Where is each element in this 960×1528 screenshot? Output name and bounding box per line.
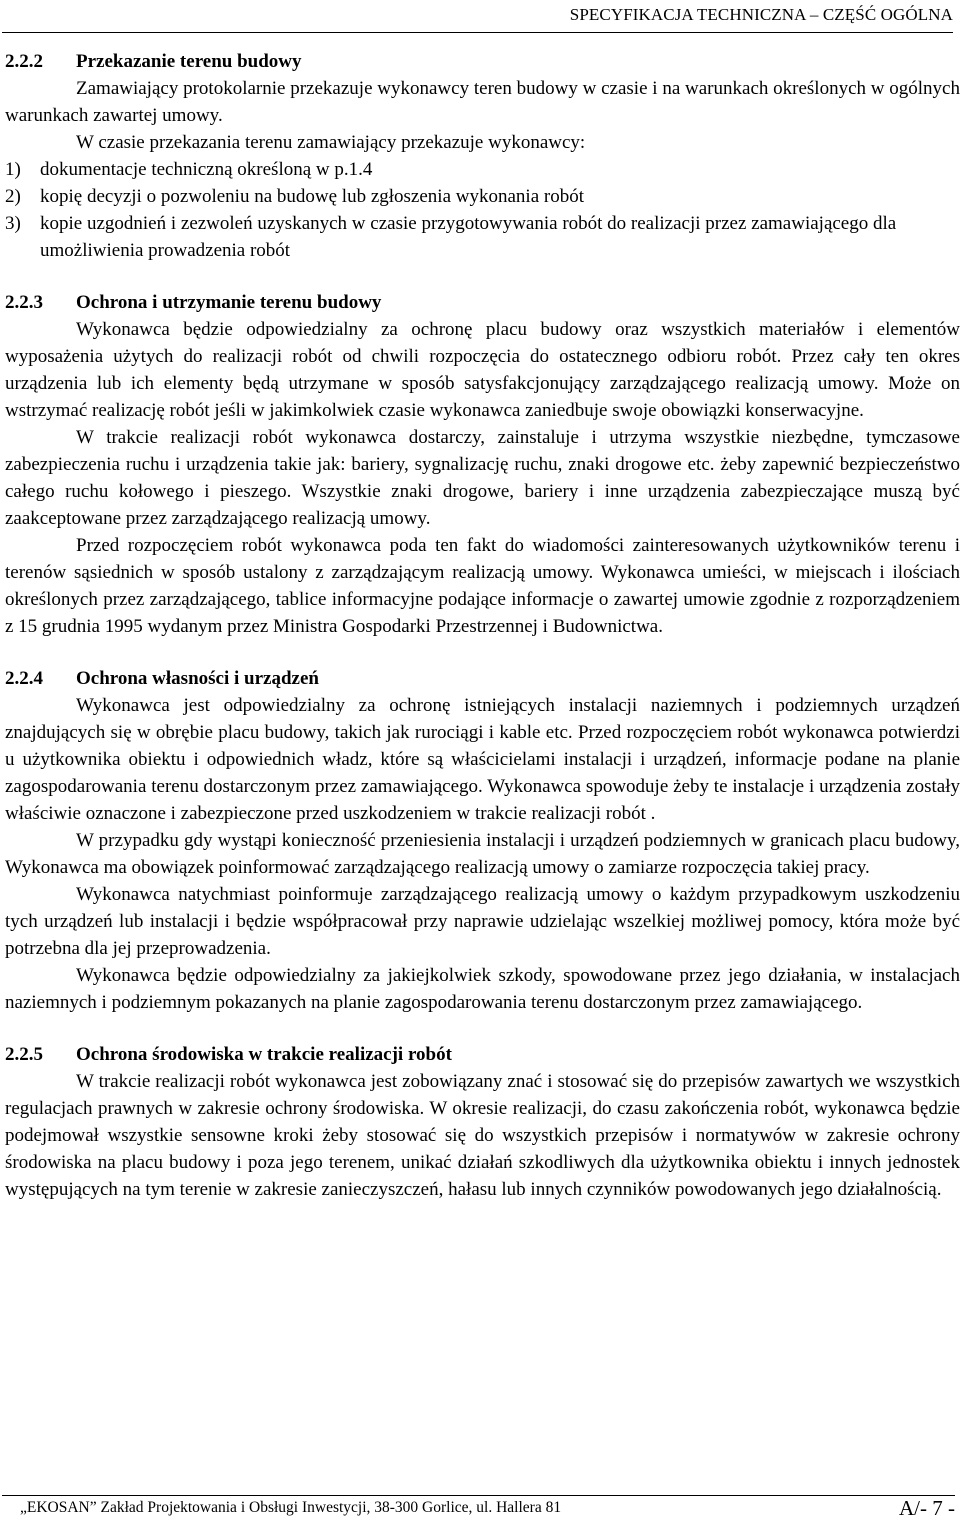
list-number: 2) — [5, 186, 21, 207]
list-number: 3) — [5, 213, 21, 234]
section-title: Ochrona własności i urządzeń — [76, 668, 319, 689]
numbered-list — [5, 156, 960, 264]
list-text: kopię decyzji o pozwoleniu na budowę lub zgłoszenia wykonania robót — [40, 186, 584, 207]
paragraph: Wykonawca jest odpowiedzialny za ochronę istniejących instalacji naziemnych i podziemnych urządzeń znajdujących się w obrębie placu budowy, takich jak rurociągi i kable etc. Przed rozpoczęciem robót wykonawca potwierdzi u użytkownika obiektu i odpowiednich władz, które są właścicielami instalacji i urządzeń, informacje podane na planie zagospodarowania terenu dostarczonym przez zamawiającego. Wykonawca spowoduje żeby te instalacje i urządzenia zostały właściwie oznaczone i zabezpieczone przed uszkodzeniem w trakcie realizacji robót . — [5, 695, 960, 824]
section-heading — [5, 665, 960, 692]
section-number: 2.2.5 — [5, 1044, 43, 1065]
section-number: 2.2.4 — [5, 668, 43, 689]
paragraph: Wykonawca będzie odpowiedzialny za ochronę placu budowy oraz wszystkich materiałów i elementów wyposażenia użytych do realizacji robót od chwili rozpoczęcia do ostatecznego odbioru robót. Przez cały ten okres urządzenia lub ich elementy będą utrzymane w sposób satysfakcjonujący zarządzającego realizacją umowy. Może on wstrzymać realizację robót jeśli w jakimkolwiek czasie wykonawca zaniedbuje swoje obowiązki konserwacyjne. — [5, 319, 960, 421]
page-footer — [2, 1495, 955, 1526]
section-heading — [5, 48, 960, 75]
section-title: Ochrona i utrzymanie terenu budowy — [76, 292, 382, 313]
section-number: 2.2.3 — [5, 292, 43, 313]
page-header — [2, 4, 953, 33]
paragraph: Wykonawca natychmiast poinformuje zarządzającego realizacją umowy o każdym przypadkowym uszkodzeniu tych urządzeń lub instalacji i będzie współpracował przy naprawie udzielając wszelkiej możliwej pomocy, która może być potrzebna dla jej przeprowadzenia. — [5, 884, 960, 959]
list-item — [5, 183, 960, 210]
section-2-2-4 — [5, 665, 960, 1016]
paragraph: W trakcie realizacji robót wykonawca jest zobowiązany znać i stosować się do przepisów zawartych we wszystkich regulacjach prawnych w zakresie ochrony środowiska. W okresie realizacji, do czasu zakończenia robót, wykonawca będzie podejmował wszystkie sensowne kroki żeby stosować się do wszystkich przepisów i normatywów w zakresie ochrony środowiska na placu budowy i poza jego terenem, unikać działań szkodliwych dla użytkownika obiektu i innych jednostek występujących na tym terenie w zakresie zanieczyszczeń, hałasu lub innych czynników powodowanych jego działalnością. — [5, 1071, 960, 1200]
section-title: Ochrona środowiska w trakcie realizacji robót — [76, 1044, 452, 1065]
list-item — [5, 156, 960, 183]
list-text: dokumentacje techniczną określoną w p.1.4 — [40, 159, 373, 180]
list-number: 1) — [5, 159, 21, 180]
paragraph: Wykonawca będzie odpowiedzialny za jakiejkolwiek szkody, spowodowane przez jego działania, w instalacjach naziemnych i podziemnym pokazanych na planie zagospodarowania terenu dostarczonym przez zamawiającego. — [5, 965, 960, 1013]
header-title: SPECYFIKACJA TECHNICZNA – CZĘŚĆ OGÓLNA — [569, 5, 953, 24]
section-heading — [5, 289, 960, 316]
paragraph: W trakcie realizacji robót wykonawca dostarczy, zainstaluje i utrzyma wszystkie niezbędne, tymczasowe zabezpieczenia ruchu i urządzenia takie jak: bariery, sygnalizację ruchu, znaki drogowe etc. żeby zapewnić bezpieczeństwo całego ruchu kołowego i pieszego. Wszystkie znaki drogowe, bariery i inne urządzenia zabezpieczające muszą być zaakceptowane przez zarządzającego realizacją umowy. — [5, 427, 960, 529]
section-heading — [5, 1041, 960, 1068]
section-2-2-3 — [5, 289, 960, 640]
section-title: Przekazanie terenu budowy — [76, 51, 302, 72]
document-body — [5, 48, 960, 1203]
section-number: 2.2.2 — [5, 51, 43, 72]
list-item — [5, 210, 960, 264]
section-2-2-2 — [5, 48, 960, 264]
paragraph: Przed rozpoczęciem robót wykonawca poda ten fakt do wiadomości zainteresowanych użytkowników terenu i terenów sąsiednich w sposób ustalony z zarządzającym realizacją umowy. Wykonawca umieści, w miejscach i ilościach określonych przez zarządzającego, tablice informacyjne podające informacje o zawartej umowie zgodnie z rozporządzeniem z 15 grudnia 1995 wydanym przez Ministra Gospodarki Przestrzennej i Budownictwa. — [5, 535, 960, 637]
paragraph: Zamawiający protokolarnie przekazuje wykonawcy teren budowy w czasie i na warunkach określonych w ogólnych warunkach zawartej umowy. — [5, 78, 960, 126]
page-number: A/- 7 - — [899, 1496, 955, 1520]
paragraph: W przypadku gdy wystąpi konieczność przeniesienia instalacji i urządzeń podziemnych w granicach placu budowy, Wykonawca ma obowiązek poinformować zarządzającego realizacją umowy o zamiarze rozpoczęcia takiej pracy. — [5, 830, 960, 878]
list-text: kopie uzgodnień i zezwoleń uzyskanych w czasie przygotowywania robót do realizacji przez zamawiającego dla umożliwienia prowadzenia robót — [40, 213, 897, 261]
paragraph: W czasie przekazania terenu zamawiający przekazuje wykonawcy: — [76, 132, 586, 153]
section-2-2-5 — [5, 1041, 960, 1203]
footer-company: „EKOSAN” Zakład Projektowania i Obsługi Inwestycji, 38-300 Gorlice, ul. Hallera 81 — [20, 1499, 562, 1516]
